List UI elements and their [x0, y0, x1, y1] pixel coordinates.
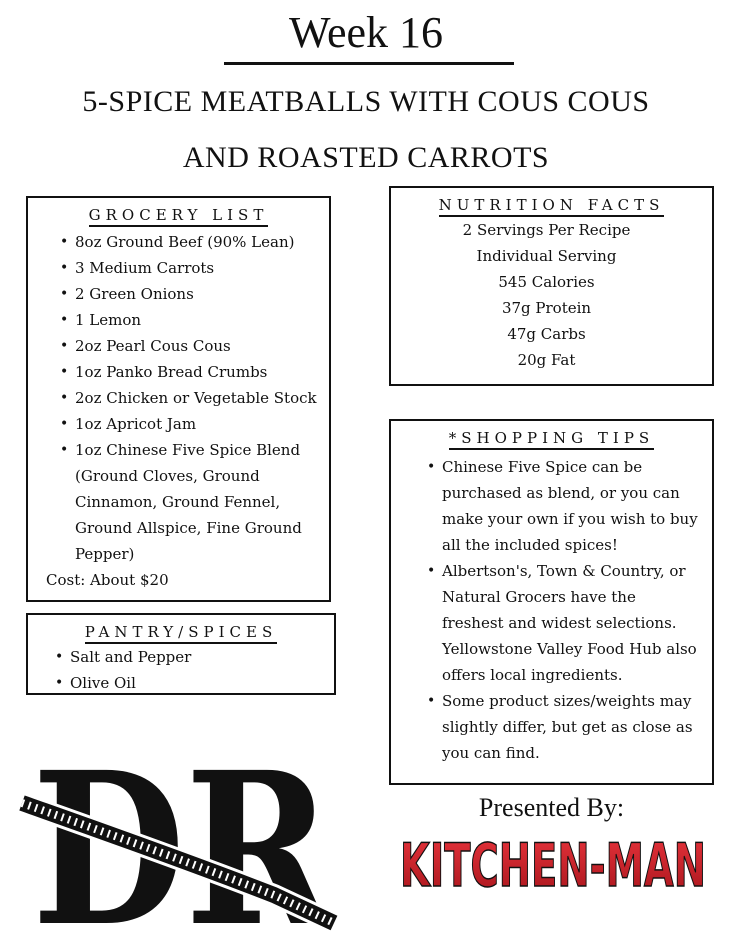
- list-item: • Albertson's, Town & Country, or Natural Grocers have the freshest and widest selections. Yellowstone Valley Food Hub also offers local ingredients.: [442, 558, 698, 688]
- grocery-list-heading: GROCERY LIST: [28, 205, 329, 225]
- grocery-list: [75, 229, 319, 567]
- kitchen-man-logo: [393, 826, 713, 901]
- pantry-spices-box: [26, 613, 336, 695]
- dr-logo: [14, 726, 344, 940]
- list-item: • 2oz Pearl Cous Cous: [75, 333, 319, 359]
- presented-by: Presented By:: [478, 793, 625, 822]
- list-item: • Some product sizes/weights may slightly differ, but get as close as you can find.: [442, 688, 698, 766]
- shopping-tips-list: [442, 454, 698, 766]
- list-item: • 1oz Panko Bread Crumbs: [75, 359, 319, 385]
- dr-logo-letters: DR: [32, 726, 334, 940]
- list-item: • 2 Green Onions: [75, 281, 319, 307]
- list-item: • 3 Medium Carrots: [75, 255, 319, 281]
- list-item: • 1oz Chinese Five Spice Blend (Ground Cloves, Ground Cinnamon, Ground Fennel, Ground Allspice, Fine Ground Pepper): [75, 437, 319, 567]
- list-item: • 1oz Apricot Jam: [75, 411, 319, 437]
- fat: 20g Fat: [517, 351, 576, 369]
- week-title: Week 16: [288, 8, 444, 57]
- shopping-tips-box: [389, 419, 714, 785]
- list-item: • Salt and Pepper: [70, 644, 334, 670]
- calories: 545 Calories: [498, 273, 595, 291]
- recipe-title-line-1: 5-SPICE MEATBALLS WITH COUS COUS: [82, 85, 650, 118]
- servings-per-recipe: 2 Servings Per Recipe: [462, 221, 631, 239]
- pantry-heading: PANTRY/SPICES: [28, 622, 334, 642]
- nutrition-facts-box: [389, 186, 714, 386]
- kitchen-man-wordmark: KITCHEN-MAN: [400, 831, 706, 901]
- list-item: • Olive Oil: [70, 670, 334, 696]
- list-item: • 2oz Chicken or Vegetable Stock: [75, 385, 319, 411]
- shopping-tips-heading: *SHOPPING TIPS: [391, 428, 712, 448]
- nutrition-lines: [391, 217, 712, 373]
- list-item: • 8oz Ground Beef (90% Lean): [75, 229, 319, 255]
- recipe-title: [20, 74, 712, 186]
- grocery-list-box: [26, 196, 331, 602]
- recipe-title-line-2: AND ROASTED CARROTS: [182, 141, 550, 174]
- carbs: 47g Carbs: [507, 325, 586, 343]
- nutrition-heading: NUTRITION FACTS: [391, 195, 712, 215]
- list-item: • Chinese Five Spice can be purchased as blend, or you can make your own if you wish to buy all the included spices!: [442, 454, 698, 558]
- cost-estimate: Cost: About $20: [46, 571, 169, 589]
- serving-type: Individual Serving: [476, 247, 617, 265]
- list-item: • 1 Lemon: [75, 307, 319, 333]
- pantry-list: [70, 644, 334, 696]
- protein: 37g Protein: [501, 299, 592, 317]
- title-underline: [224, 62, 514, 65]
